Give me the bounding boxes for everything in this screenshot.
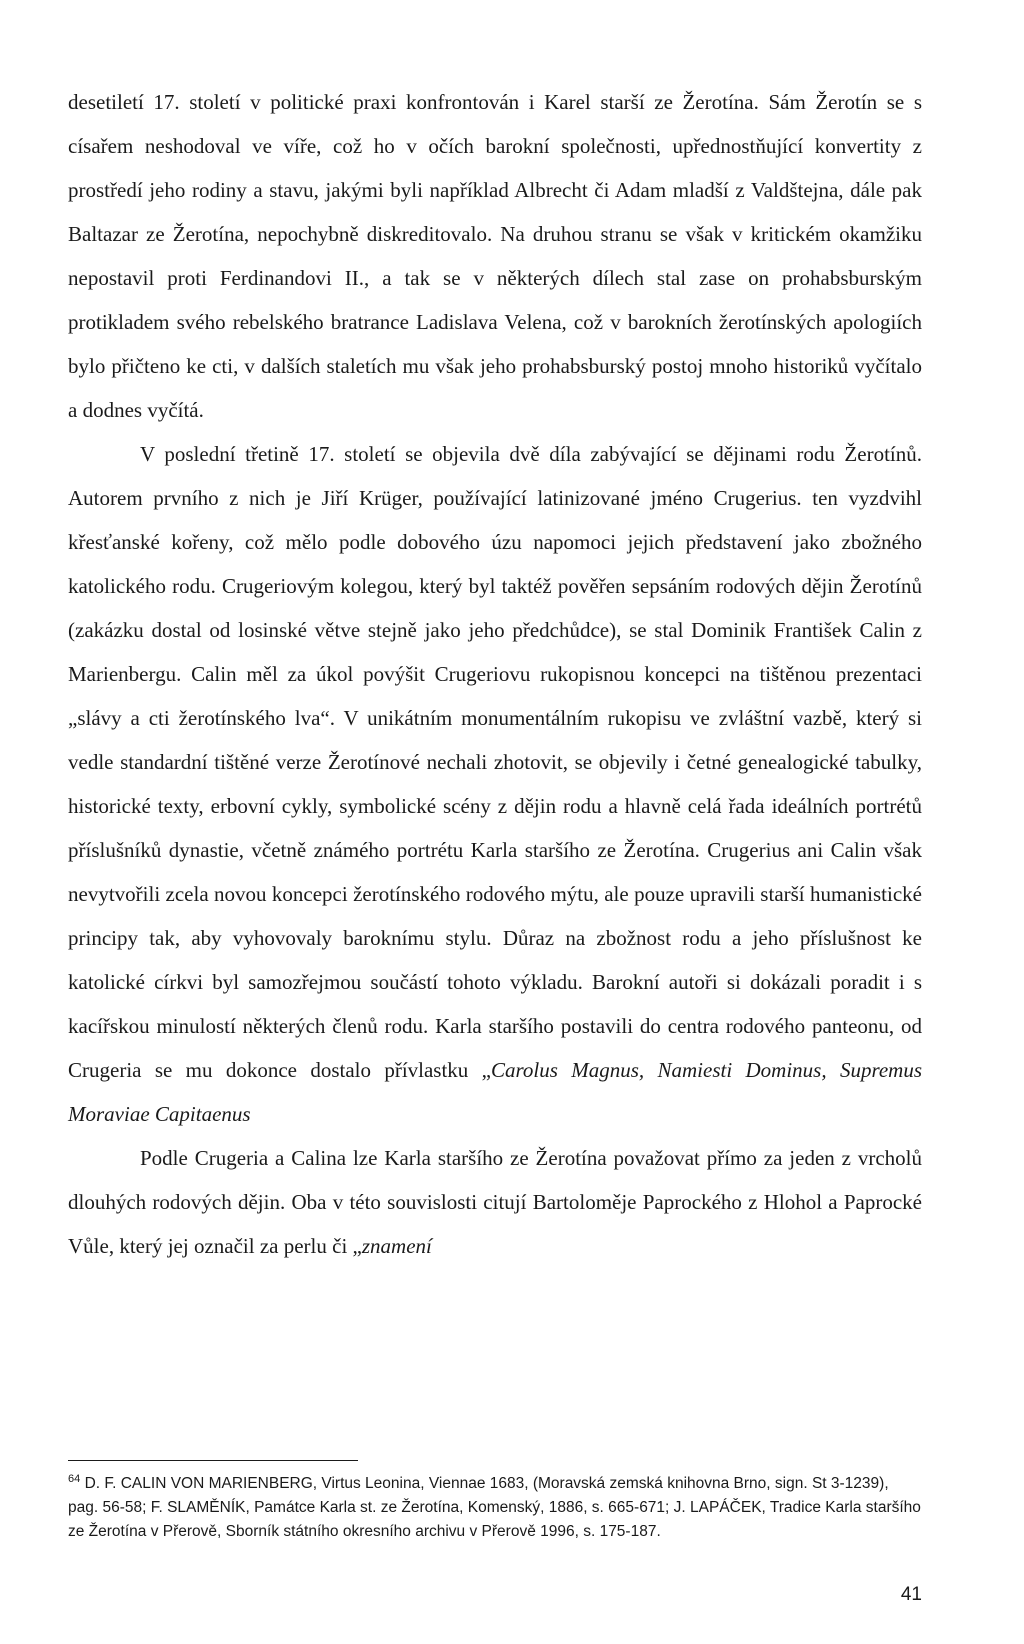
paragraph bbox=[68, 432, 922, 1136]
italic-text: znamení bbox=[361, 1234, 432, 1258]
text-run: V poslední třetině 17. století se objevila dvě díla zabývající se dějinami rodu Žerotínů. Autorem prvního z nich je Jiří Krüger, používající latinizované jméno Crugerius. ten vyzdvihl křesťanské kořeny, což mělo podle dobového úzu napomoci jejich představení jako zbožného katolického rodu. Crugeriovým kolegou, který byl taktéž pověřen sepsáním rodových dějin Žerotínů (zakázku dostal od losinské větve stejně jako jeho předchůdce), se stal Dominik František Calin z Marienbergu. Calin měl za úkol povýšit Crugeriovu rukopisnou koncepci na tištěnou prezentaci „slávy a cti žerotínského lva“. V unikátním monumentálním rukopisu ve zvláštní vazbě, který si vedle standardní tištěné verze Žerotínové nechali zhotovit, se objevily i četné genealogické tabulky, historické texty, erbovní cykly, symbolické scény z dějin rodu a hlavně celá řada ideálních portrétů příslušníků dynastie, včetně známého portrétu Karla staršího ze Žerotína. Crugerius ani Calin však nevytvořili zcela novou koncepci žerotínského rodového mýtu, ale pouze upravili starší humanistické principy tak, aby vyhovovaly baroknímu stylu. Důraz na zbožnost rodu a jeho příslušnost ke katolické církvi byl samozřejmou součástí tohoto výkladu. Barokní autoři si dokázali poradit i s kacířskou minulostí některých členů rodu. Karla staršího postavili do centra rodového panteonu, od Crugeria se mu dokonce dostalo přívlastku „ bbox=[68, 442, 922, 1082]
page-number: 41 bbox=[900, 1584, 922, 1605]
footnote-divider bbox=[68, 1460, 358, 1461]
paragraph bbox=[68, 1136, 922, 1268]
body-text bbox=[68, 80, 922, 1268]
footnote-number: 64 bbox=[68, 1472, 81, 1485]
footnote-text: D. F. CALIN VON MARIENBERG, Virtus Leonina, Viennae 1683, (Moravská zemská knihovna Brno, sign. St 3-1239), pag. 56-58; F. SLAMĚNÍK, Památce Karla st. ze Žerotína, Komenský, 1886, s. 665-671; J. LAPÁČEK, Tradice Karla staršího ze Žerotína v Přerově, Sborník státního okresního archivu v Přerově 1996, s. 175-187. bbox=[68, 1475, 921, 1540]
text-run: Podle Crugeria a Calina lze Karla staršího ze Žerotína považovat přímo za jeden z vrcholů dlouhých rodových dějin. Oba v této souvislosti citují Bartoloměje Paprockého z Hlohol a Paprocké Vůle, který jej označil za perlu či „ bbox=[68, 1146, 922, 1258]
italic-text: Carolus Magnus, Namiesti Dominus, Supremus Moraviae Capitaenus bbox=[68, 1058, 922, 1126]
footnote bbox=[68, 1472, 922, 1544]
text-run: desetiletí 17. století v politické praxi konfrontován i Karel starší ze Žerotína. Sám Žerotín se s císařem neshodoval ve víře, což ho v očích barokní společnosti, upřednostňující konvertity z prostředí jeho rodiny a stavu, jakými byli například Albrecht či Adam mladší z Valdštejna, dále pak Baltazar ze Žerotína, nepochybně diskreditovalo. Na druhou stranu se však v kritickém okamžiku nepostavil proti Ferdinandovi II., a tak se v některých dílech stal zase on prohabsburským protikladem svého rebelského bratrance Ladislava Velena, což v barokních žerotínských apologiích bylo přičteno ke cti, v dalších staletích mu však jeho prohabsburský postoj mnoho historiků vyčítalo a dodnes vyčítá. bbox=[68, 90, 922, 422]
paragraph bbox=[68, 80, 922, 432]
